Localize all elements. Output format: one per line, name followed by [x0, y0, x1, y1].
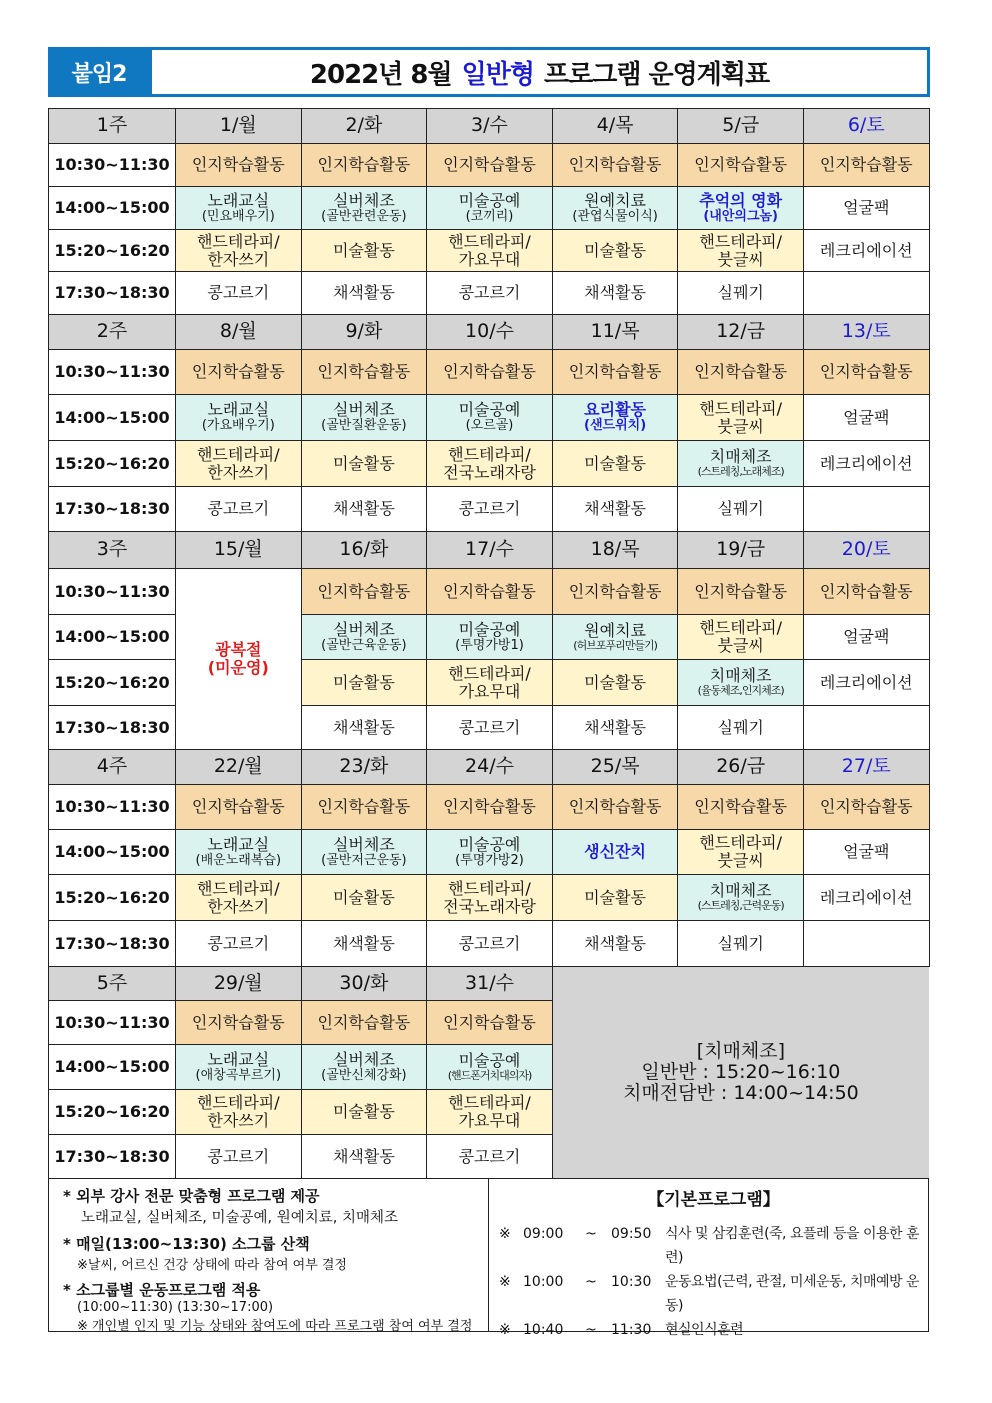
attachment-badge: 붙임2: [71, 61, 127, 87]
activity-cell: 콩고르기: [427, 706, 553, 750]
day-header: 25/목: [552, 750, 678, 785]
activity-cell: 미술활동: [552, 660, 678, 706]
activity-cell: 미술활동: [552, 230, 678, 272]
info-title: [치매체조]: [696, 1039, 786, 1062]
activity-name: 원예치료: [584, 190, 646, 210]
activity-name: 원예치료: [584, 620, 646, 640]
activity-cell: 생신잔치: [552, 830, 678, 875]
activity-cell: 미술활동: [552, 875, 678, 921]
activity-name: 실버체조: [332, 400, 395, 420]
activity-cell: 미술활동: [552, 441, 678, 487]
basic-program-row: [499, 1222, 928, 1270]
time-slot: 17:30~18:30: [49, 921, 176, 967]
activity-cell: [678, 875, 804, 921]
activity-cell: 인지학습활동: [427, 785, 553, 830]
time-slot: 15:20~16:20: [49, 875, 176, 921]
activity-cell: [552, 187, 678, 230]
holiday-note: (미운영): [207, 658, 269, 677]
activity-name-2: 전국노래자랑: [443, 896, 536, 916]
day-header: 26/금: [678, 750, 804, 785]
activity-cell: 채색활동: [552, 487, 678, 532]
basic-program-text: 식사 및 삼킴훈련(죽, 요플레 등을 이용한 훈련): [665, 1226, 920, 1266]
activity-cell: 콩고르기: [427, 1135, 553, 1179]
activity-cell: [301, 830, 427, 875]
activity-detail: (관엽식물이식): [572, 208, 658, 224]
basic-program-tilde: ~: [585, 1274, 597, 1290]
timeslot-row: [49, 441, 930, 487]
activity-cell: [427, 187, 553, 230]
activity-name: 미술공예: [458, 400, 521, 420]
day-header: 18/목: [552, 532, 678, 569]
week-label: 4주: [49, 750, 176, 785]
time-slot: 15:20~16:20: [49, 1090, 176, 1135]
activity-cell: 인지학습활동: [803, 785, 929, 830]
time-slot: 10:30~11:30: [49, 144, 176, 187]
activity-cell: [176, 830, 302, 875]
time-slot: 14:00~15:00: [49, 615, 176, 660]
note-daily-walk: * 매일(13:00~13:30) 소그룹 산책: [63, 1235, 310, 1253]
activity-cell: 인지학습활동: [552, 785, 678, 830]
week-header-row: [49, 532, 930, 569]
activity-name: 미술공예: [458, 834, 521, 854]
activity-detail: (골반근육운동): [321, 637, 407, 653]
note-group-exercise: * 소그룹별 운동프로그램 적용: [63, 1281, 261, 1299]
activity-detail: (투명가방2): [455, 852, 524, 868]
basic-program-mark: ※: [499, 1226, 511, 1242]
activity-cell: 실꿰기: [678, 487, 804, 532]
activity-cell: 인지학습활동: [301, 569, 427, 615]
title-program-type: 일반형: [461, 59, 534, 90]
timeslot-row: [49, 144, 930, 187]
activity-name-2: 한자쓰기: [207, 249, 270, 269]
activity-cell: 인지학습활동: [176, 144, 302, 187]
activity-cell: 채색활동: [552, 706, 678, 750]
activity-cell: [552, 615, 678, 660]
note-daily-walk-sub: ※날씨, 어르신 건강 상태에 따라 참여 여부 결정: [77, 1258, 347, 1273]
note-group-exercise-times: (10:00~11:30) (13:30~17:00): [77, 1300, 274, 1315]
activity-cell: [427, 230, 553, 272]
activity-name-2: 붓글씨: [717, 416, 764, 436]
activity-name: 핸드테라피/: [699, 833, 782, 853]
timeslot-row: [49, 350, 930, 395]
activity-cell: 인지학습활동: [427, 1001, 553, 1045]
activity-name-2: 가요무대: [458, 681, 521, 701]
activity-cell: 콩고르기: [176, 487, 302, 532]
activity-name: 핸드테라피/: [196, 878, 280, 898]
day-header: 29/월: [176, 967, 302, 1001]
activity-cell: 채색활동: [552, 921, 678, 967]
activity-name-2: 가요무대: [458, 249, 521, 269]
activity-detail: (골반관련운동): [321, 208, 407, 224]
activity-cell: 콩고르기: [176, 1135, 302, 1179]
activity-name: 노래교실: [207, 400, 270, 420]
basic-program-end: 09:50: [611, 1226, 652, 1242]
day-header: 20/토: [803, 532, 929, 569]
activity-detail: (스트레칭,노래체조): [697, 465, 784, 479]
activity-cell: 실꿰기: [678, 706, 804, 750]
activity-cell: 얼굴팩: [803, 615, 929, 660]
activity-cell: 채색활동: [301, 487, 427, 532]
activity-name: 노래교실: [207, 1049, 270, 1069]
basic-program-mark: ※: [499, 1274, 511, 1290]
timeslot-row: [49, 785, 930, 830]
day-header: 4/목: [552, 109, 678, 144]
info-line1: 일반반 : 15:20~16:10: [641, 1061, 841, 1084]
activity-cell: 레크리에이션: [803, 230, 929, 272]
activity-cell: 실꿰기: [678, 921, 804, 967]
activity-cell: 인지학습활동: [176, 1001, 302, 1045]
activity-name: 미술공예: [458, 1050, 521, 1070]
activity-cell: 미술활동: [301, 230, 427, 272]
activity-name-2: 한자쓰기: [207, 1111, 270, 1130]
activity-cell: 얼굴팩: [803, 830, 929, 875]
page-title: [152, 50, 927, 94]
week-header-row: [49, 109, 930, 144]
activity-name: 핸드테라피/: [699, 398, 782, 418]
activity-cell: [301, 1045, 427, 1090]
activity-cell: [803, 272, 929, 315]
activity-cell: [678, 187, 804, 230]
activity-cell: [301, 615, 427, 660]
time-slot: 10:30~11:30: [49, 785, 176, 830]
week-header-row: [49, 967, 930, 1001]
activity-cell: 콩고르기: [176, 272, 302, 315]
activity-cell: 콩고르기: [176, 921, 302, 967]
timeslot-row: [49, 230, 930, 272]
activity-name: 핸드테라피/: [196, 231, 280, 251]
activity-cell: 인지학습활동: [678, 144, 804, 187]
activity-detail: (애창곡부르기): [195, 1067, 282, 1083]
time-slot: 17:30~18:30: [49, 487, 176, 532]
activity-name: 핸드테라피/: [448, 1093, 531, 1113]
activity-name-2: 가요무대: [458, 1111, 521, 1130]
day-header: 1/월: [176, 109, 302, 144]
activity-cell: 인지학습활동: [301, 350, 427, 395]
week-header-row: [49, 315, 930, 350]
activity-detail: (코끼리): [465, 208, 514, 224]
day-header: 17/수: [427, 532, 553, 569]
activity-cell: 인지학습활동: [552, 569, 678, 615]
note-group-exercise-sub: ※ 개인별 인지 및 기능 상태와 참여도에 따라 프로그램 참여 여부 결정: [77, 1319, 473, 1334]
timeslot-row: [49, 395, 930, 441]
basic-program-text: 운동요법(근력, 관절, 미세운동, 치매예방 운동): [665, 1274, 920, 1314]
activity-cell: [427, 830, 553, 875]
day-header: 12/금: [678, 315, 804, 350]
activity-cell: 인지학습활동: [552, 350, 678, 395]
activity-cell: 콩고르기: [427, 272, 553, 315]
day-header: 11/목: [552, 315, 678, 350]
week-label: 5주: [49, 967, 176, 1001]
day-header: 13/토: [803, 315, 929, 350]
activity-cell: 인지학습활동: [427, 144, 553, 187]
activity-name: 핸드테라피/: [699, 231, 782, 251]
activity-name-2: 붓글씨: [717, 636, 764, 655]
activity-cell: 얼굴팩: [803, 395, 929, 441]
timeslot-row: [49, 272, 930, 315]
week-label: 2주: [49, 315, 176, 350]
basic-program-row: [499, 1270, 928, 1318]
activity-cell: [427, 1090, 553, 1135]
time-slot: 15:20~16:20: [49, 230, 176, 272]
basic-program-row: [499, 1318, 928, 1342]
basic-program-title: 【기본프로그램】: [647, 1190, 780, 1210]
activity-cell: 레크리에이션: [803, 875, 929, 921]
dementia-exercise-info: [552, 967, 929, 1179]
activity-name-2: 붓글씨: [717, 851, 764, 870]
day-header: 23/화: [301, 750, 427, 785]
time-slot: 10:30~11:30: [49, 1001, 176, 1045]
time-slot: 15:20~16:20: [49, 660, 176, 706]
activity-cell: [176, 441, 302, 487]
timeslot-row: [49, 830, 930, 875]
time-slot: 14:00~15:00: [49, 395, 176, 441]
basic-program-start: 10:40: [523, 1322, 564, 1338]
activity-detail: (민요배우기): [201, 208, 275, 224]
day-header: 3/수: [427, 109, 553, 144]
title-rest: 프로그램 운영계획표: [544, 59, 770, 90]
activity-cell: 채색활동: [301, 921, 427, 967]
activity-detail: (오르골): [465, 418, 514, 434]
time-slot: 17:30~18:30: [49, 1135, 176, 1179]
basic-program-end: 11:30: [611, 1322, 652, 1338]
activity-name: 노래교실: [207, 190, 270, 210]
activity-cell: 인지학습활동: [678, 569, 804, 615]
activity-cell: [301, 187, 427, 230]
activity-cell: 콩고르기: [427, 921, 553, 967]
activity-cell: 미술활동: [301, 660, 427, 706]
activity-cell: [176, 1090, 302, 1135]
activity-cell: [678, 615, 804, 660]
activity-detail: (스트레칭,근력운동): [697, 899, 784, 913]
activity-cell: [803, 921, 929, 967]
activity-cell: 레크리에이션: [803, 441, 929, 487]
activity-detail: (골반질환운동): [321, 418, 407, 434]
basic-program-tilde: ~: [585, 1322, 597, 1338]
activity-detail: (골반저근운동): [321, 852, 407, 868]
activity-cell: 인지학습활동: [301, 1001, 427, 1045]
week-header-row: [49, 750, 930, 785]
timeslot-row: [49, 875, 930, 921]
activity-name-2: 한자쓰기: [207, 896, 270, 916]
activity-name: 노래교실: [207, 834, 270, 854]
day-header: 9/화: [301, 315, 427, 350]
activity-cell: 미술활동: [301, 441, 427, 487]
time-slot: 15:20~16:20: [49, 441, 176, 487]
activity-detail: (투명가방1): [455, 637, 524, 653]
holiday-cell: [176, 569, 302, 750]
activity-cell: 인지학습활동: [678, 350, 804, 395]
activity-detail: (배운노래복습): [195, 852, 282, 868]
activity-cell: 인지학습활동: [427, 569, 553, 615]
day-header: 22/월: [176, 750, 302, 785]
day-header: 30/화: [301, 967, 427, 1001]
day-header: 8/월: [176, 315, 302, 350]
day-header: 6/토: [803, 109, 929, 144]
day-header: 16/화: [301, 532, 427, 569]
day-header: 27/토: [803, 750, 929, 785]
activity-cell: [176, 230, 302, 272]
week-label: 3주: [49, 532, 176, 569]
activity-name-2: 붓글씨: [717, 249, 764, 269]
activity-cell: 인지학습활동: [803, 569, 929, 615]
activity-cell: [803, 487, 929, 532]
info-line2: 치매전담반 : 14:00~14:50: [623, 1082, 859, 1105]
activity-cell: [678, 660, 804, 706]
holiday-name: 광복절: [215, 640, 262, 660]
day-header: 15/월: [176, 532, 302, 569]
basic-program-tilde: ~: [585, 1226, 597, 1242]
activity-cell: 채색활동: [301, 706, 427, 750]
activity-cell: [427, 1045, 553, 1090]
activity-cell: 채색활동: [552, 272, 678, 315]
activity-name: 미술공예: [458, 619, 521, 639]
activity-cell: 인지학습활동: [301, 785, 427, 830]
activity-name-2: 전국노래자랑: [443, 462, 536, 482]
program-notes: [49, 1179, 489, 1334]
basic-program-text: 현실인식훈련: [665, 1322, 744, 1338]
title-date: 2022년 8월: [309, 59, 452, 90]
activity-name: 추억의 영화: [699, 190, 783, 210]
activity-name: 실버체조: [332, 834, 395, 854]
time-slot: 14:00~15:00: [49, 830, 176, 875]
activity-cell: [552, 395, 678, 441]
activity-cell: [427, 615, 553, 660]
schedule-table: [48, 108, 930, 1179]
time-slot: 17:30~18:30: [49, 706, 176, 750]
activity-detail: (허브포푸리만들기): [573, 638, 657, 652]
day-header: 31/수: [427, 967, 553, 1001]
timeslot-row: [49, 569, 930, 615]
activity-cell: [176, 395, 302, 441]
activity-detail: (율동체조,인지체조): [697, 684, 784, 698]
activity-cell: 인지학습활동: [427, 350, 553, 395]
activity-cell: [427, 660, 553, 706]
activity-cell: [176, 1045, 302, 1090]
activity-cell: [678, 395, 804, 441]
timeslot-row: [49, 487, 930, 532]
title-bar: [48, 47, 930, 97]
activity-name-2: 한자쓰기: [207, 462, 270, 482]
activity-cell: 실꿰기: [678, 272, 804, 315]
basic-program-start: 10:00: [523, 1274, 564, 1290]
day-header: 24/수: [427, 750, 553, 785]
activity-cell: 미술활동: [301, 875, 427, 921]
activity-name: 핸드테라피/: [448, 231, 531, 251]
time-slot: 14:00~15:00: [49, 187, 176, 230]
activity-cell: 얼굴팩: [803, 187, 929, 230]
activity-name: 실버체조: [332, 190, 395, 210]
time-slot: 10:30~11:30: [49, 350, 176, 395]
activity-name: 미술공예: [458, 190, 521, 210]
basic-program-mark: ※: [499, 1322, 511, 1338]
activity-detail: (가요배우기): [201, 418, 275, 434]
day-header: 2/화: [301, 109, 427, 144]
time-slot: 10:30~11:30: [49, 569, 176, 615]
week-label: 1주: [49, 109, 176, 144]
activity-name: 치매체조: [709, 447, 772, 467]
activity-cell: [678, 230, 804, 272]
activity-cell: [301, 395, 427, 441]
activity-name: 치매체조: [709, 881, 772, 901]
activity-name: 핸드테라피/: [448, 663, 531, 683]
activity-cell: 인지학습활동: [803, 144, 929, 187]
activity-detail: (샌드위치): [584, 418, 647, 434]
activity-cell: 인지학습활동: [678, 785, 804, 830]
activity-name: 핸드테라피/: [699, 618, 782, 638]
basic-program-start: 09:00: [523, 1226, 564, 1242]
activity-cell: 인지학습활동: [176, 785, 302, 830]
activity-name: 치매체조: [709, 666, 772, 686]
activity-detail: (골반신체강화): [321, 1067, 407, 1083]
activity-cell: 인지학습활동: [176, 350, 302, 395]
footer-notes: [48, 1178, 929, 1338]
day-header: 5/금: [678, 109, 804, 144]
day-header: 19/금: [678, 532, 804, 569]
activity-cell: 채색활동: [301, 272, 427, 315]
timeslot-row: [49, 921, 930, 967]
activity-cell: [678, 830, 804, 875]
activity-cell: [176, 875, 302, 921]
activity-cell: [427, 441, 553, 487]
activity-cell: 인지학습활동: [301, 144, 427, 187]
activity-cell: 인지학습활동: [803, 350, 929, 395]
timeslot-row: [49, 187, 930, 230]
activity-name: 핸드테라피/: [448, 444, 531, 464]
basic-program-end: 10:30: [611, 1274, 652, 1290]
activity-name: 실버체조: [332, 619, 395, 639]
activity-name: 실버체조: [332, 1049, 395, 1069]
time-slot: 17:30~18:30: [49, 272, 176, 315]
activity-cell: [427, 875, 553, 921]
activity-cell: [803, 706, 929, 750]
activity-cell: 채색활동: [301, 1135, 427, 1179]
basic-program: [489, 1179, 928, 1338]
activity-cell: 미술활동: [301, 1090, 427, 1135]
note-external-list: 노래교실, 실버체조, 미술공예, 원예치료, 치매체조: [81, 1210, 399, 1226]
activity-cell: 레크리에이션: [803, 660, 929, 706]
activity-cell: 인지학습활동: [552, 144, 678, 187]
note-external-instructors: * 외부 강사 전문 맞춤형 프로그램 제공: [63, 1187, 320, 1205]
activity-cell: 콩고르기: [427, 487, 553, 532]
activity-name: 핸드테라피/: [448, 878, 531, 898]
activity-detail: (내안의그놈): [703, 208, 779, 224]
time-slot: 14:00~15:00: [49, 1045, 176, 1090]
day-header: 10/수: [427, 315, 553, 350]
activity-detail: (핸드폰거치대의자): [447, 1068, 532, 1082]
activity-cell: [176, 187, 302, 230]
activity-cell: [678, 441, 804, 487]
activity-cell: [427, 395, 553, 441]
activity-name: 요리활동: [584, 400, 646, 420]
activity-name: 핸드테라피/: [196, 444, 280, 464]
activity-name: 핸드테라피/: [196, 1093, 280, 1113]
